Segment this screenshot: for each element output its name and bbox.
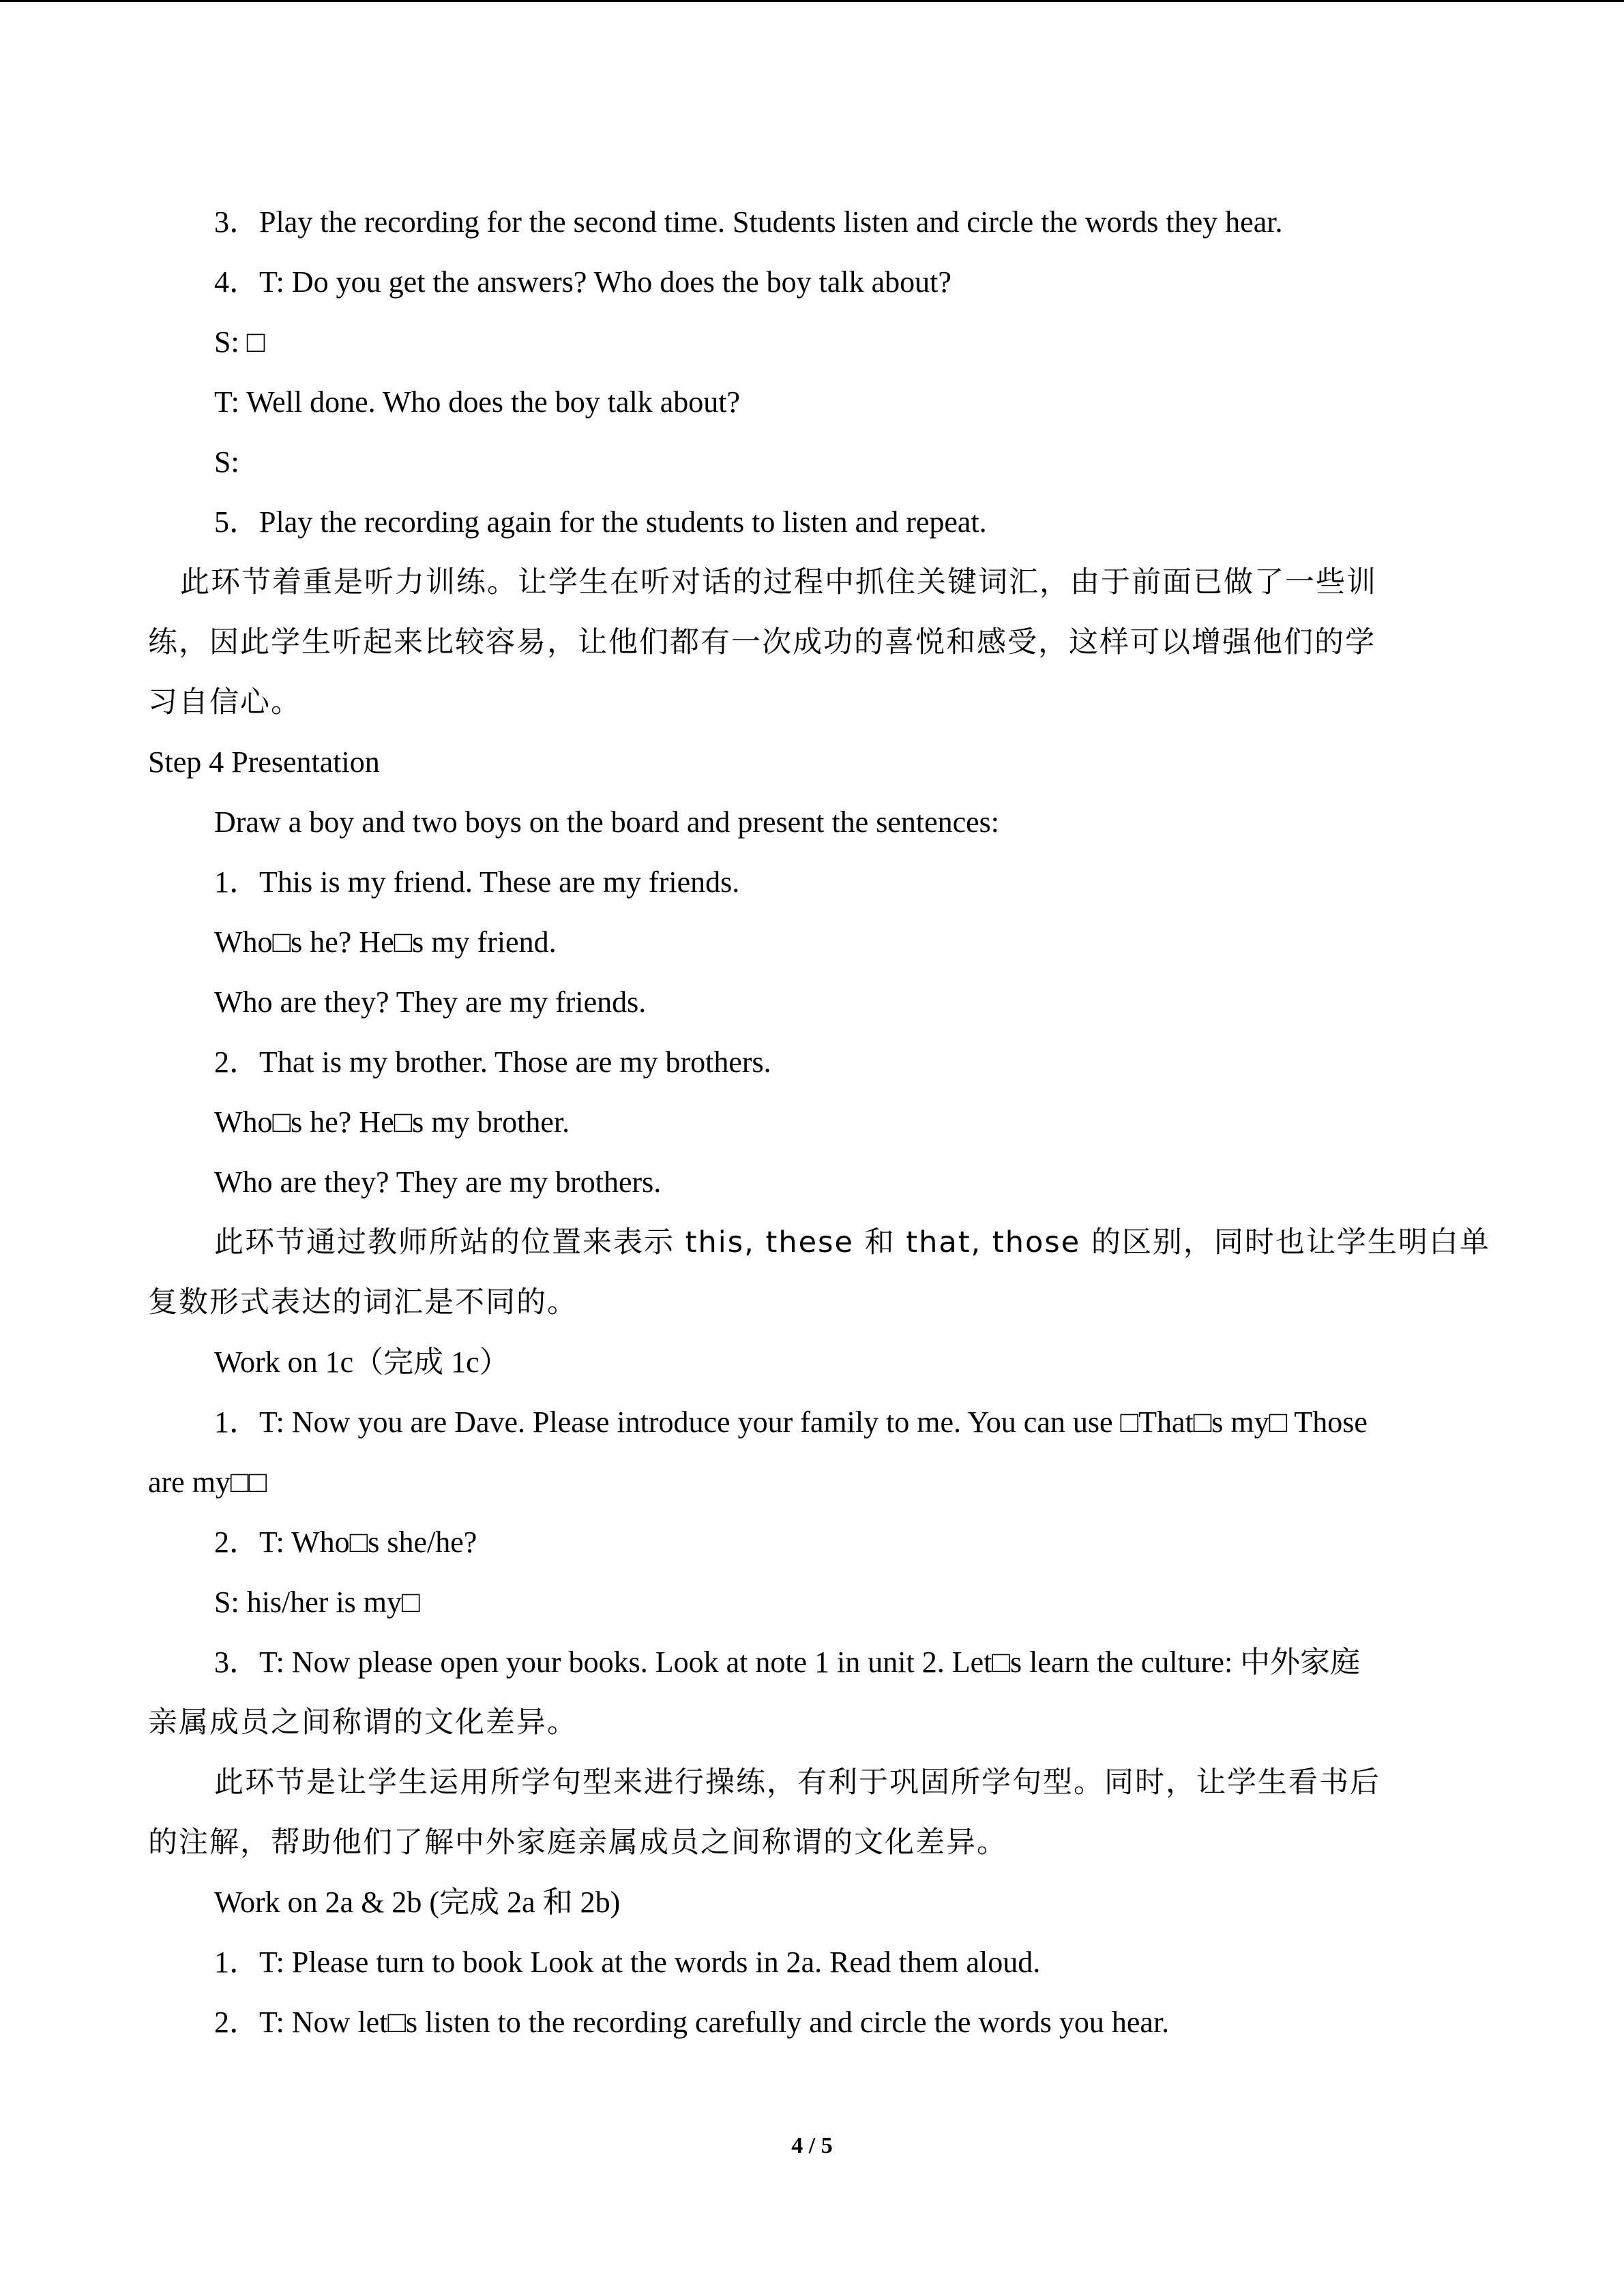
text-line: 2．That is my brother. Those are my brothers. (214, 1045, 771, 1079)
text-line: Who□s he? He□s my brother. (214, 1105, 570, 1139)
text-line: Draw a boy and two boys on the board and present the sentences: (214, 805, 1000, 839)
text-line: Who are they? They are my brothers. (214, 1165, 662, 1199)
chinese-paragraph-line: 亲属成员之间称谓的文化差异。 (148, 1705, 578, 1740)
section-heading: Step 4 Presentation (148, 745, 380, 779)
text-line: Who□s he? He□s my friend. (214, 925, 557, 959)
text-line: 1．T: Please turn to book Look at the words in 2a. Read them aloud. (214, 1945, 1041, 1979)
page-number: 4 / 5 (791, 2133, 833, 2158)
chinese-paragraph-line: 习自信心。 (148, 685, 301, 719)
chinese-paragraph-line: 此环节通过教师所站的位置来表示 this, these 和 that, those 的区别，同时也让学生明白单 (214, 1225, 1490, 1259)
document-body (148, 205, 1490, 2065)
text-line: 4．T: Do you get the answers? Who does the boy talk about? (214, 265, 951, 299)
text-line: 1．T: Now you are Dave. Please introduce your family to me. You can use □That□s my□ Those (214, 1405, 1368, 1439)
text-line: S: □ (214, 325, 265, 359)
page-top-border (0, 0, 1624, 2)
chinese-paragraph-line: 的注解，帮助他们了解中外家庭亲属成员之间称谓的文化差异。 (148, 1825, 1007, 1860)
text-line: T: Well done. Who does the boy talk about? (214, 385, 741, 419)
text-line: 5．Play the recording again for the students to listen and repeat. (214, 505, 987, 539)
subsection-heading: Work on 1c（完成 1c） (214, 1345, 510, 1379)
text-line: 2．T: Now let□s listen to the recording carefully and circle the words you hear. (214, 2006, 1170, 2039)
text-line: 3．Play the recording for the second time. Students listen and circle the words they hear. (214, 205, 1283, 239)
subsection-heading: Work on 2a & 2b (完成 2a 和 2b) (214, 1885, 621, 1919)
chinese-paragraph-line: 此环节是让学生运用所学句型来进行操练，有利于巩固所学句型。同时，让学生看书后 (214, 1765, 1381, 1800)
text-line: 2．T: Who□s she/he? (214, 1525, 477, 1559)
text-line: S: (214, 445, 239, 479)
chinese-paragraph-line: 练，因此学生听起来比较容易，让他们都有一次成功的喜悦和感受，这样可以增强他们的学 (148, 625, 1376, 659)
text-line: 1．This is my friend. These are my friends. (214, 865, 740, 899)
chinese-paragraph-line: 此环节着重是听力训练。让学生在听对话的过程中抓住关键词汇，由于前面已做了一些训 (180, 565, 1377, 599)
text-line: 3．T: Now please open your books. Look at note 1 in unit 2. Let□s learn the culture: 中外家庭 (214, 1645, 1361, 1679)
text-line: Who are they? They are my friends. (214, 985, 647, 1019)
text-line: are my□□ (148, 1465, 267, 1499)
text-line: S: his/her is my□ (214, 1585, 420, 1619)
chinese-paragraph-line: 复数形式表达的词汇是不同的。 (148, 1285, 578, 1320)
